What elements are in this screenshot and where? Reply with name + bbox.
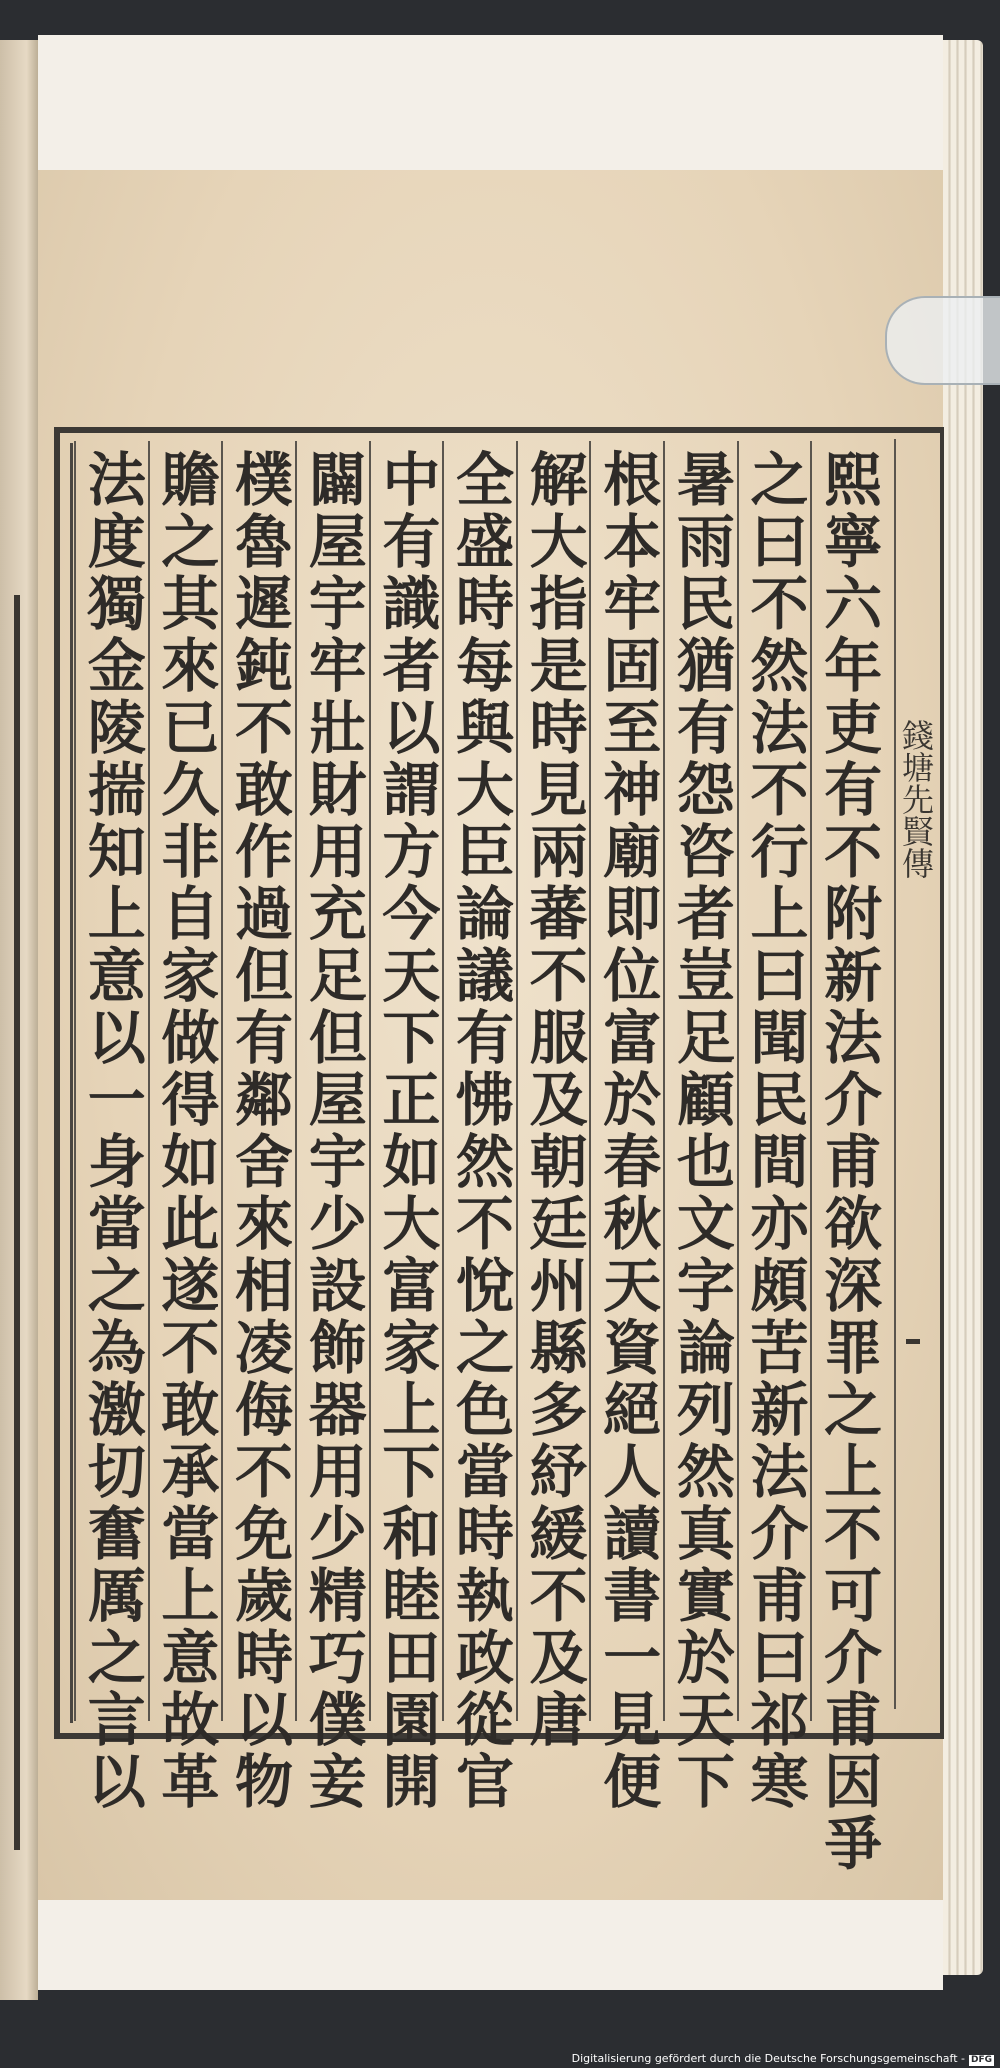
column-text: 中有識者以謂方今天下正如大富家上下和睦田園開 [372, 449, 441, 1813]
text-column [737, 441, 811, 1813]
text-column [442, 441, 516, 1813]
column-text: 全盛時每與大臣論議有怫然不悅之色當時執政從官 [445, 449, 514, 1813]
text-column [295, 441, 369, 1813]
top-mount-strip [38, 35, 943, 170]
text-columns [74, 441, 884, 1875]
dfg-logo: DFG [970, 2055, 992, 2065]
folio-mark [906, 1339, 920, 1344]
column-text: 贍之其來已久非自家做得如此遂不敢承當上意故革 [151, 449, 220, 1813]
text-column [148, 441, 222, 1813]
text-column [221, 441, 295, 1813]
column-text: 根本牢固至神廟即位富於春秋天資絕人讀書一見便 [593, 449, 662, 1813]
text-column [369, 441, 443, 1813]
text-column [810, 441, 884, 1875]
column-text: 暑雨民猶有怨咨者豈足顧也文字論列然真實於天下 [666, 449, 735, 1813]
left-adjacent-page [0, 40, 38, 2000]
digitization-credit [572, 2052, 994, 2066]
column-text: 法度獨金陵揣知上意以一身當之為激切奮厲之言以 [77, 449, 146, 1813]
bottom-mount-strip [38, 1900, 943, 1990]
left-page-frame-line [4, 595, 20, 1850]
column-text: 之曰不然法不行上曰聞民間亦頗苦新法介甫曰祁寒 [740, 449, 809, 1813]
margin-title: 錢塘先賢傳 [897, 719, 935, 879]
printed-text-block [54, 427, 944, 1875]
fore-edge-margin [894, 439, 934, 1709]
column-text: 熙寧六年吏有不附新法介甫欲深罪之上不可介甫因爭 [814, 449, 883, 1875]
text-column [516, 441, 590, 1751]
text-column [74, 441, 148, 1813]
book-page [38, 35, 943, 1990]
text-column [663, 441, 737, 1813]
column-text: 樸魯遲鈍不敢作過但有鄰舍來相凌侮不免歲時以物 [225, 449, 294, 1813]
column-text: 解大指是時見兩蕃不服及朝廷州縣多紓緩不及唐 [519, 449, 588, 1751]
credit-text: Digitalisierung gefördert durch die Deutsche Forschungsgemeinschaft - [571, 2052, 965, 2065]
scan-ruler-tab [885, 296, 1000, 385]
text-column [589, 441, 663, 1813]
column-text: 闢屋宇牢壯財用充足但屋宇少設飾器用少精巧僕妾 [298, 449, 367, 1813]
